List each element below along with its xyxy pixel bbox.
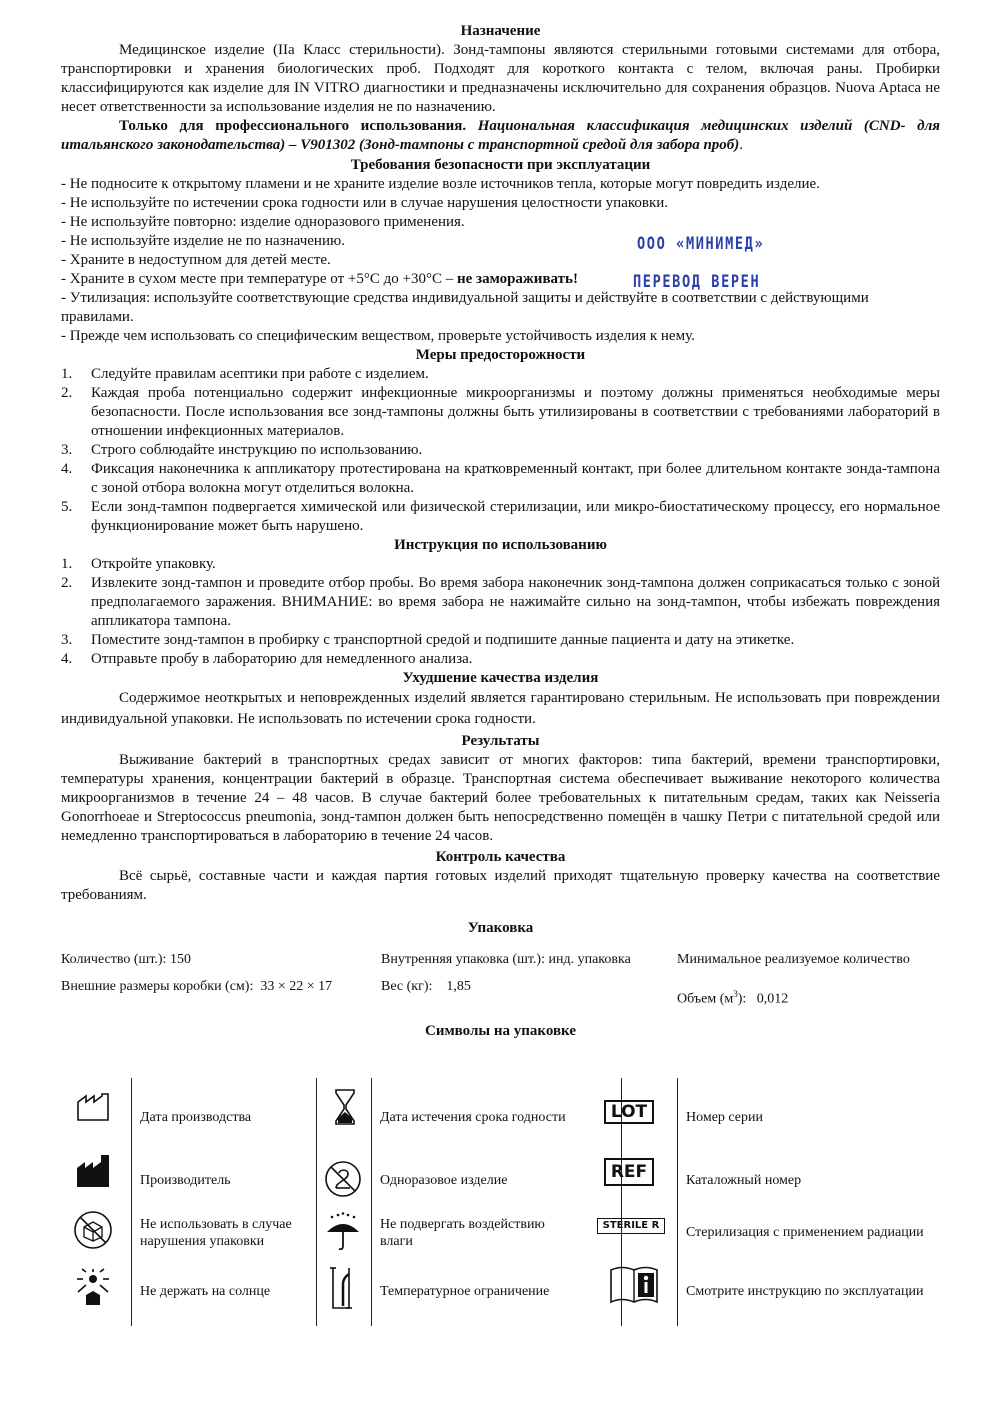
weight-value: 1,85: [446, 979, 471, 994]
single-use-icon: [324, 1160, 362, 1198]
manufacture-date-icon: [76, 1092, 112, 1122]
precautions-title: Меры предосторожности: [415, 347, 586, 363]
safety-item: - Храните в недоступном для детей месте.: [61, 252, 331, 268]
professional-use-note: Только для профессионального использования.: [119, 118, 467, 134]
precautions-list: [61, 365, 940, 536]
degradation-title: Ухудшение качества изделия: [402, 670, 599, 686]
keep-from-sunlight-icon: [73, 1268, 113, 1308]
symbol-label: Дата истечения срока годности: [380, 1110, 566, 1125]
no-freeze-warning: не замораживать!: [456, 271, 578, 287]
symbol-label: Не подвергать воздействию влаги: [380, 1217, 545, 1249]
divider: [677, 1078, 678, 1326]
quantity-cell: Количество (шт.): 150: [61, 952, 191, 967]
damaged-package-icon: [73, 1210, 113, 1250]
symbol-label: Номер серии: [686, 1110, 763, 1125]
cnd-classification: Национальная классификация медицинских изделий (CND- для итальянского законодательства) – V901302 (Зонд-тампоны с транспортной средой для забора проб): [61, 118, 940, 153]
divider: [131, 1078, 132, 1326]
symbols-title: Символы на упаковке: [424, 1022, 576, 1039]
symbol-label: Дата производства: [140, 1110, 252, 1125]
symbol-label: Производитель: [140, 1173, 231, 1188]
ref-icon: REF: [604, 1158, 654, 1186]
symbol-label: Температурное ограничение: [380, 1284, 550, 1299]
quality-title: Контроль качества: [435, 849, 566, 865]
hourglass-icon: [334, 1088, 356, 1126]
instructions-title: Инструкция по использованию: [394, 537, 607, 553]
list-item: 4. Фиксация наконечника к аппликатору протестирована на кратковременный контакт, при более длительном контакте зонда-тампона с зоной отбора волокна могут отделиться волокна.: [61, 461, 940, 496]
document-page: [61, 22, 940, 1041]
instructions-list: [61, 555, 940, 669]
quality-text: Всё сырьё, составные части и каждая партия готовых изделий приходят тщательную проверку качества на соответствие требованиям.: [61, 868, 940, 903]
translation-stamp-verified: ПЕРЕВОД ВЕРЕН: [633, 272, 761, 292]
safety-title: Требования безопасности при эксплуатации: [350, 157, 651, 173]
weight-cell: Вес (кг): 1,85: [381, 979, 471, 994]
box-size-value: 33 × 22 × 17: [260, 979, 333, 994]
list-item: 1. Откройте упаковку.: [61, 556, 216, 572]
sterile-r-icon: STERILE R: [597, 1218, 665, 1234]
results-title: Результаты: [461, 733, 540, 749]
translation-stamp-company: ООО «МИНИМЕД»: [637, 234, 765, 254]
results-text: Выживание бактерий в транспортных средах зависит от многих факторов: типа бактерий, времени транспортировки, температуры хранения, концентрации бактерий в образце. Транспортная система обеспечивает выживание некоторого количества микроорганизмов в течение 24 – 48 часов. В случае бактерий более требовательных к питательным средам, таких как Neisseria Gonorrhoeae и Streptococcus pneumonia, зонд-тампон должен быть непосредственно помещён в чашку Петри с питательной средой или немедленно транспортироваться в лабораторию в течение 24 часов.: [61, 752, 940, 844]
consult-instructions-icon: [609, 1264, 659, 1304]
list-item: 1. Следуйте правилам асептики при работе с изделием.: [61, 366, 429, 382]
symbol-label: Не использовать в случае нарушения упаковки: [140, 1217, 292, 1249]
lot-icon: LOT: [604, 1100, 654, 1124]
safety-item: - Не используйте изделие не по назначению.: [61, 233, 345, 249]
safety-item: - Не подносите к открытому пламени и не храните изделие возле источников тепла, которые могут повредить изделие.: [61, 176, 820, 192]
box-size-cell: Внешние размеры коробки (см): 33 × 22 × 17: [61, 979, 333, 994]
list-item: 3. Строго соблюдайте инструкцию по использованию.: [61, 442, 423, 458]
symbol-label: Одноразовое изделие: [380, 1173, 508, 1188]
manufacturer-icon: [76, 1154, 112, 1188]
purpose-classification: Только для профессионального использования. Национальная классификация медицинских изделий (CND- для итальянского законодательства) – V901302 (Зонд-тампоны с транспортной средой для забора проб).: [61, 118, 940, 153]
safety-item: - Утилизация: используйте соответствующие средства индивидуальной защиты и действуйте в соответствии с действующими правилами.: [61, 290, 869, 325]
safety-item: - Не используйте повторно: изделие одноразового применения.: [61, 214, 465, 230]
min-qty-cell: Минимальное реализуемое количество: [677, 952, 910, 967]
keep-dry-icon: [323, 1212, 363, 1252]
symbols-grid: [61, 1078, 940, 1326]
purpose-title: Назначение: [460, 23, 541, 39]
symbol-label: Каталожный номер: [686, 1173, 802, 1188]
list-item: 5. Если зонд-тампон подвергается химической или физической стерилизации, или микро-биостатическому процессу, его нормальное функционирование может быть нарушено.: [61, 499, 940, 534]
divider: [316, 1078, 317, 1326]
divider: [371, 1078, 372, 1326]
degradation-text: Содержимое неоткрытых и неповрежденных изделий является гарантировано стерильным. Не использовать при повреждении индивидуальной упаковки. Не использовать по истечении срока годности.: [61, 690, 940, 727]
volume-cell: Объем $(м^3)$: 0,012: [677, 989, 789, 1007]
safety-list: [61, 175, 940, 346]
list-item: 2. Каждая проба потенциально содержит инфекционные микроорганизмы и поэтому должны применяться необходимые меры безопасности. После использования все зонд-тампоны должны быть утилизированы в соответствии с требованиями лабораторий в отношении инфекционных материалов.: [61, 385, 940, 439]
symbol-label: Смотрите инструкцию по эксплуатации: [686, 1284, 924, 1299]
temperature-limit-icon: [327, 1266, 359, 1312]
packaging-title: Упаковка: [467, 920, 534, 936]
safety-item-storage: - Храните в сухом месте при температуре от +5°C до +30°C – не замораживать!: [61, 271, 578, 287]
symbol-label: Стерилизация с применением радиации: [686, 1225, 924, 1240]
list-item: 4. Отправьте пробу в лабораторию для немедленного анализа.: [61, 651, 473, 667]
list-item: 2. Извлеките зонд-тампон и проведите отбор пробы. Во время забора наконечник зонд-тампона должен соприкасаться только с зоной предполагаемого заражения. ВНИМАНИЕ: во время забора не нажимайте сильно на зонд-тампон, чтобы избежать повреждения аппликатора тампона.: [61, 575, 940, 629]
purpose-text: Медицинское изделие (IIа Класс стерильности). Зонд-тампоны являются стерильными готовыми системами для отбора, транспортировки и хранения биологических проб. Подходят для короткого контакта с телом, включая раны. Пробирки классифицируются как изделие для IN VITRO диагностики и предназначены исключительно для сохранения образцов. Nuova Aptaca не несет ответственности за использование изделия не по назначению.: [61, 42, 940, 115]
volume-value: 0,012: [756, 991, 789, 1007]
packaging-table: [61, 944, 940, 1013]
list-item: 3. Поместите зонд-тампон в пробирку с транспортной средой и подпишите данные пациента и дату на этикетке.: [61, 632, 795, 648]
safety-item: - Не используйте по истечении срока годности или в случае нарушения целостности упаковки.: [61, 195, 669, 211]
symbol-label: Не держать на солнце: [140, 1284, 271, 1299]
safety-item: - Прежде чем использовать со специфическим веществом, проверьте устойчивость изделия к нему.: [61, 328, 695, 344]
inner-pack-cell: Внутренняя упаковка (шт.): инд. упаковка: [381, 952, 631, 967]
